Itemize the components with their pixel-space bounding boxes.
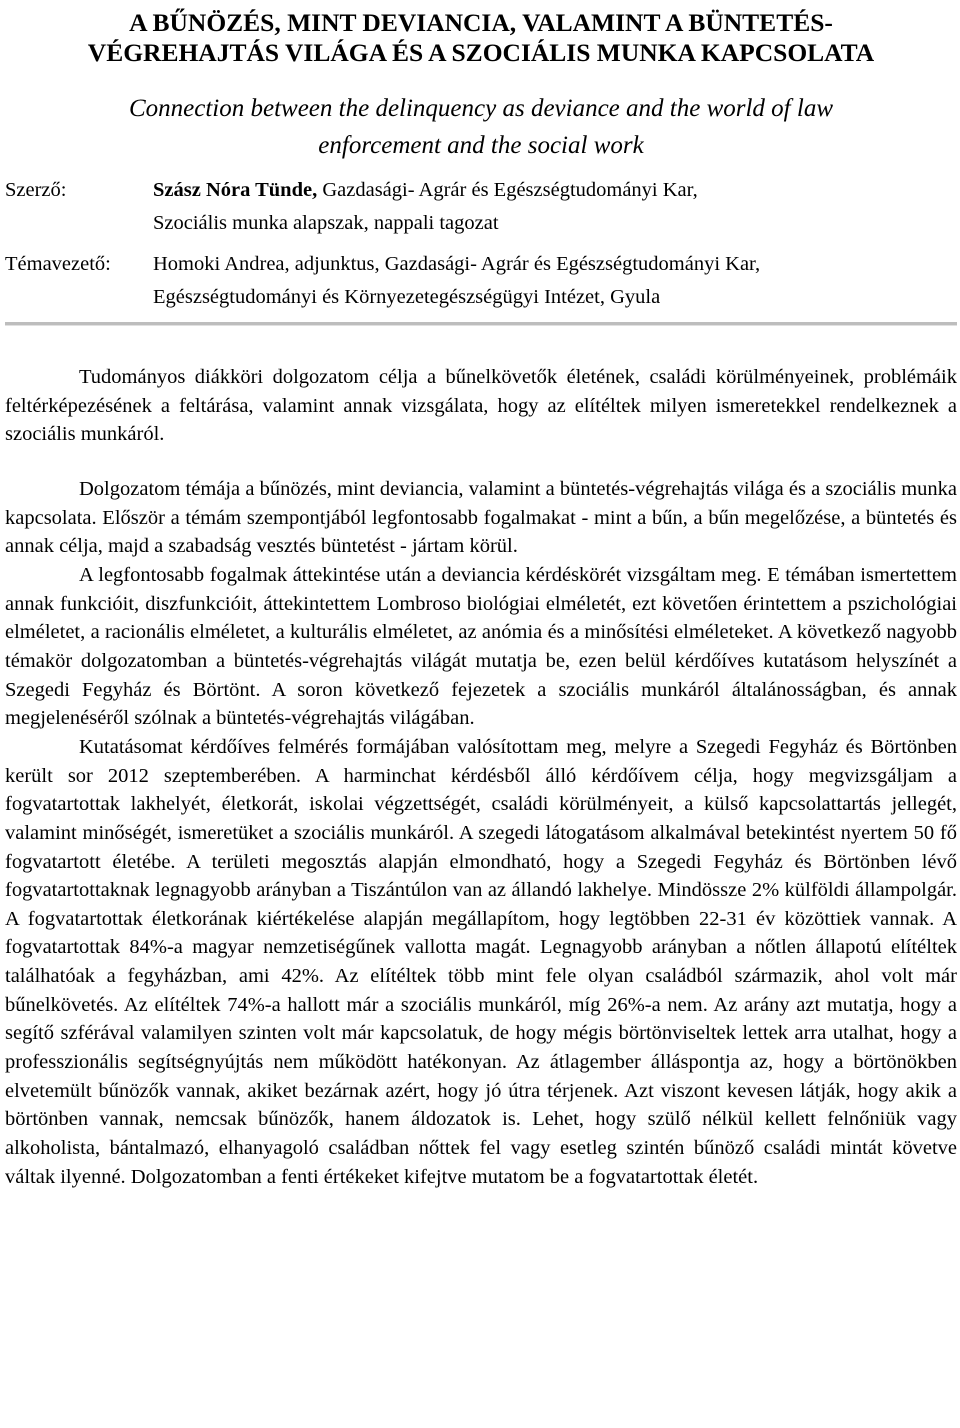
abstract-body: [5, 363, 957, 1191]
subtitle-line-1: Connection between the delinquency as deviance and the world of law: [128, 95, 833, 122]
author-value: [153, 174, 957, 240]
paragraph: Tudományos diákköri dolgozatom célja a bűnelkövetők életének, családi körülményeinek, problémáik feltérképezésének a feltárása, valamint annak vizsgálata, hogy az elítéltek milyen ismeretekkel rendelkeznek a szociális munkáról.: [5, 366, 957, 446]
author-name: Szász Nóra Tünde,: [153, 179, 318, 201]
subtitle-line-2: enforcement and the social work: [318, 132, 644, 159]
title-line-2: VÉGREHAJTÁS VILÁGA ÉS A SZOCIÁLIS MUNKA KAPCSOLATA: [87, 38, 875, 67]
author-program: Szociális munka alapszak, nappali tagozat: [153, 212, 499, 234]
paragraph: A legfontosabb fogalmak áttekintése után a deviancia kérdéskörét vizsgáltam meg. E témában ismertettem annak funkcióit, diszfunkcióit, áttekintettem Lombroso biológiai elméletét, ezt követően érintettem a pszichológiai elméletet, a racionális elméletet, a kulturális elméletet, az anómia és a minősítési elméleteket. A következő nagyobb témakör dolgozatomban a büntetés-végrehajtás világát mutatja be, ezen belül kérdőíves kutatásom helyszínét a Szegedi Fegyház és Börtönt. A soron következő fejezetek a szociális munkáról általánosságban, és annak megjelenéséről szólnak a büntetés-végrehajtás világában.: [5, 563, 957, 730]
supervisor-row: [5, 248, 957, 314]
author-row: [5, 174, 957, 240]
paragraph: Dolgozatom témája a bűnözés, mint deviancia, valamint a büntetés-végrehajtás világa és a szociális munka kapcsolata. Először a témám szempontjából legfontosabb fogalmakat - mint a bűn, a bűn megelőzése, a büntetés és annak célja, majd a szabadság vesztés büntetést - jártam körül.: [5, 477, 957, 558]
author-affiliation: Gazdasági- Agrár és Egészségtudományi Kar,: [317, 179, 698, 201]
title-line-1: A BŰNÖZÉS, MINT DEVIANCIA, VALAMINT A BÜNTETÉS-: [129, 8, 833, 37]
paper-subtitle: [5, 90, 957, 164]
paper-title: [5, 8, 957, 68]
horizontal-divider: [5, 322, 957, 326]
supervisor-label: Témavezető:: [5, 253, 111, 275]
paragraph: Kutatásomat kérdőíves felmérés formájában valósítottam meg, melyre a Szegedi Fegyház és Börtönben került sor 2012 szeptemberében. A harminchat kérdésből álló kérdőívem célja, hogy megvizsgáljam a fogvatartottak lakhelyét, életkorát, iskolai végzettségét, családi körülményeit, a külső kapcsolattartás jellegét, valamint minőségét, ismeretüket a szociális munkáról. A szegedi látogatásom alkalmával betekintést nyertem 50 fő fogvatartott életébe. A területi megosztás alapján elmondható, hogy a Szegedi Fegyház és Börtönben lévő fogvatartottaknak legnagyobb arányban a Tiszántúlon van az állandó lakhelye. Mindössze 2% külföldi állampolgár. A fogvatartottak életkorának kiértékelése alapján megállapítom, hogy legtöbben 22-31 év közöttiek vannak. A fogvatartottak 84%-a magyar nemzetiségűnek vallotta magát. Legnagyobb arányban a nőtlen állapotú elítéltek találhatóak a fegyházban, ami 42%. Az elítéltek több mint fele olyan családból származik, ahol volt már bűnelkövetés. Az elítéltek 74%-a hallott már a szociális munkáról, míg 26%-a nem. Az arány azt mutatja, hogy a segítő szférával valamilyen szinten volt már kapcsolatuk, de hogy mégis börtönviseltek lettek arra utalhat, hogy a professzionális segítségnyújtás nem működött hatékonyan. Az átlagember álláspontja az, hogy a börtönökben elvetemült bűnözők vannak, akiket bezárnak azért, hogy jó útra térjenek. Azt viszont kevesen látják, hogy akik a börtönben vannak, nemcsak bűnözők, hanem áldozatok is. Lehet, hogy szülő nélkül kellett felnőniük vagy alkoholista, bántalmazó, elhanyagoló családban nőttek fel vagy esetleg szintén bűnöző családi mintát követve váltak ilyenné. Dolgozatomban a fenti értékeket kifejtve mutatom be a fogvatartottak életét.: [5, 735, 957, 1188]
author-info: [5, 174, 957, 314]
supervisor-line-2: Egészségtudományi és Környezetegészségügyi Intézet, Gyula: [153, 286, 661, 308]
author-label: Szerző:: [5, 179, 67, 201]
supervisor-value: [153, 248, 957, 314]
supervisor-line-1: Homoki Andrea, adjunktus, Gazdasági- Agrár és Egészségtudományi Kar,: [153, 253, 761, 275]
